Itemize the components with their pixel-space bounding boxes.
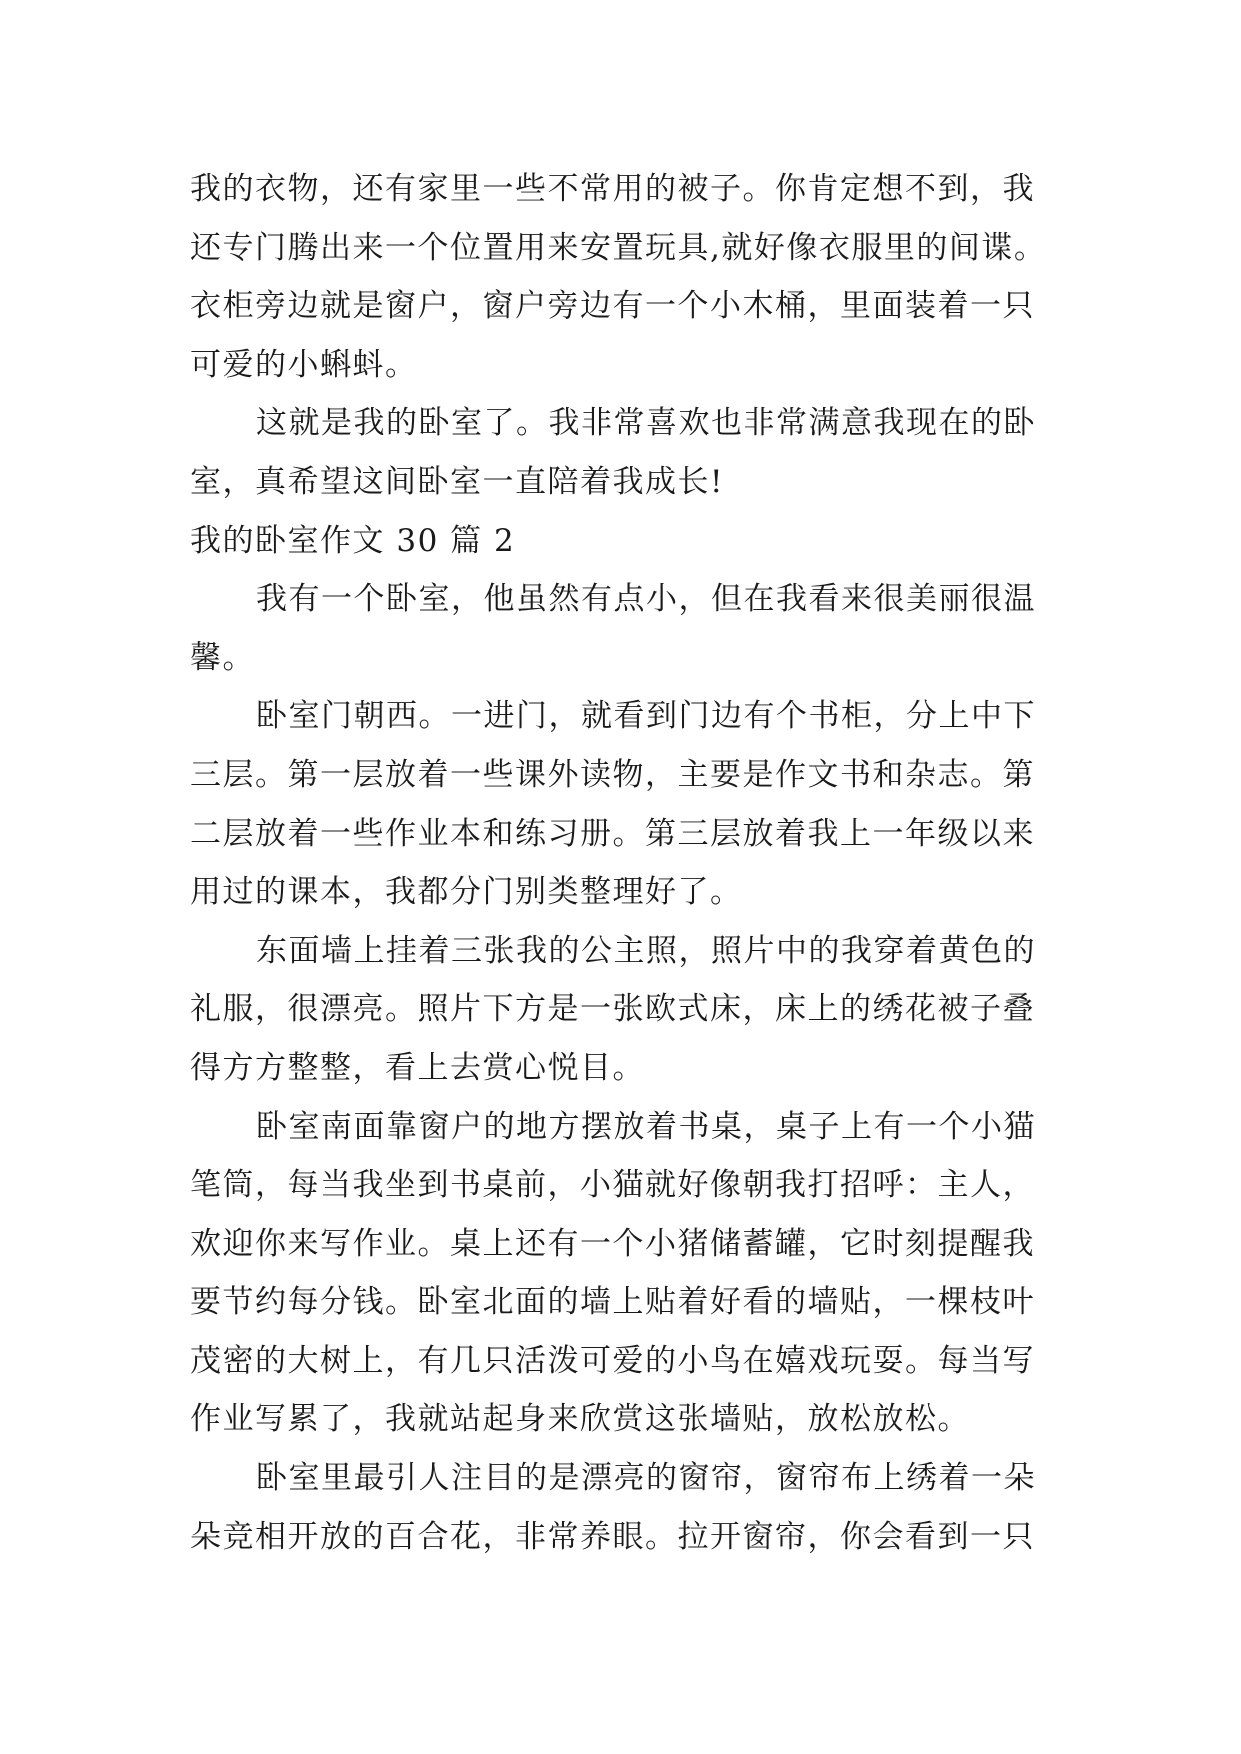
text-line: 要节约每分钱。卧室北面的墙上贴着好看的墙贴，一棵枝叶 — [190, 1284, 1035, 1321]
text-line: 朵竞相开放的百合花，非常养眼。拉开窗帘，你会看到一只 — [190, 1518, 1035, 1555]
document-body — [190, 160, 1090, 1566]
text-line: 欢迎你来写作业。桌上还有一个小猪储蓄罐，它时刻提醒我 — [190, 1225, 1035, 1262]
text-line: 衣柜旁边就是窗户，窗户旁边有一个小木桶，里面装着一只 — [190, 288, 1035, 325]
paragraph-first-line: 东面墙上挂着三张我的公主照，照片中的我穿着黄色的 — [256, 932, 1036, 969]
text-line: 室，真希望这间卧室一直陪着我成长! — [190, 463, 724, 500]
paragraph-first-line: 这就是我的卧室了。我非常喜欢也非常满意我现在的卧 — [256, 405, 1036, 442]
text-line: 用过的课本，我都分门别类整理好了。 — [190, 874, 743, 911]
paragraph-first-line: 卧室门朝西。一进门，就看到门边有个书柜，分上中下 — [256, 698, 1036, 735]
text-line: 还专门腾出来一个位置用来安置玩具,就好像衣服里的间谍。 — [190, 229, 1047, 266]
text-line: 馨。 — [190, 639, 255, 676]
text-line: 可爱的小蝌蚪。 — [190, 346, 418, 383]
paragraph-first-line: 我有一个卧室，他虽然有点小，但在我看来很美丽很温 — [256, 581, 1036, 618]
text-line: 作业写累了，我就站起身来欣赏这张墙贴，放松放松。 — [190, 1401, 970, 1438]
text-line: 笔筒，每当我坐到书桌前，小猫就好像朝我打招呼：主人， — [190, 1167, 1035, 1204]
text-line: 得方方整整，看上去赏心悦目。 — [190, 1049, 645, 1086]
text-line: 茂密的大树上，有几只活泼可爱的小鸟在嬉戏玩耍。每当写 — [190, 1342, 1035, 1379]
text-line: 礼服，很漂亮。照片下方是一张欧式床，床上的绣花被子叠 — [190, 991, 1035, 1028]
text-line: 三层。第一层放着一些课外读物，主要是作文书和杂志。第 — [190, 756, 1035, 793]
paragraph-first-line: 卧室南面靠窗户的地方摆放着书桌，桌子上有一个小猫 — [256, 1108, 1036, 1145]
text-line: 我的衣物，还有家里一些不常用的被子。你肯定想不到，我 — [190, 171, 1035, 207]
section-heading: 我的卧室作文 30 篇 2 — [190, 522, 516, 559]
paragraph-first-line: 卧室里最引人注目的是漂亮的窗帘，窗帘布上绣着一朵 — [256, 1460, 1036, 1497]
text-line: 二层放着一些作业本和练习册。第三层放着我上一年级以来 — [190, 815, 1035, 852]
